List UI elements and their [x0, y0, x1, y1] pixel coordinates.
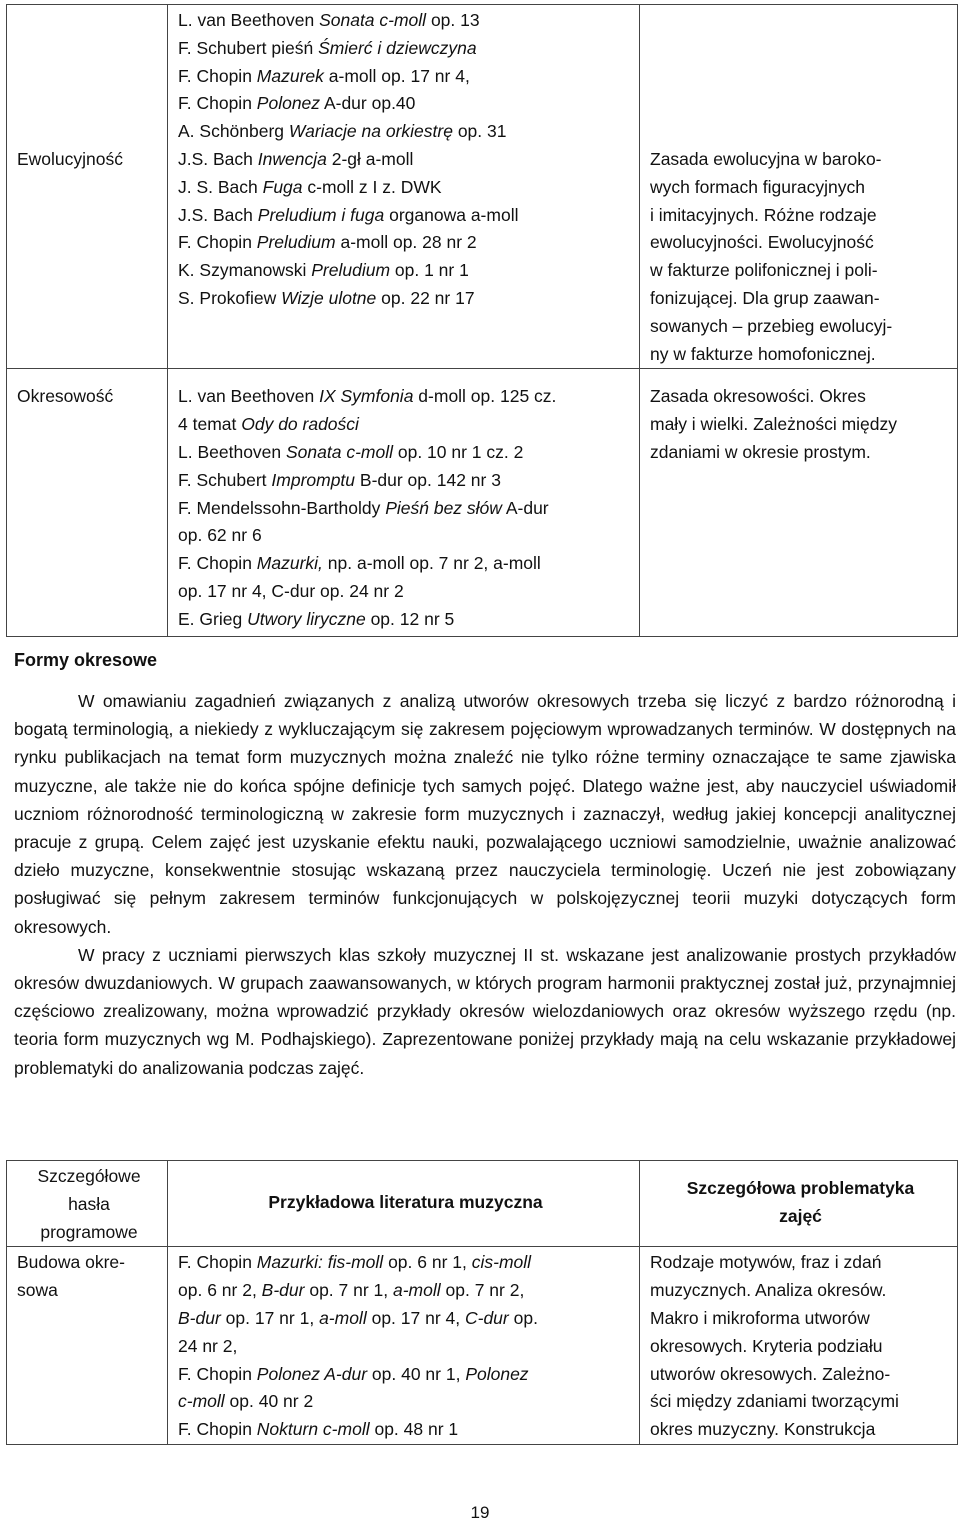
text-line	[17, 118, 161, 146]
text-run: 24 nr 2,	[178, 1335, 238, 1356]
text-line: ewolucyjności. Ewolucyjność	[650, 232, 874, 253]
text-run: F. Schubert pieśń	[178, 37, 319, 58]
program-term-cell	[7, 5, 167, 174]
text-run: 2-gł a-moll	[326, 148, 414, 169]
text-line	[17, 90, 161, 118]
text-line: ny w fakturze homofonicznej.	[650, 343, 876, 364]
italic-title: B-dur	[261, 1280, 305, 1301]
text-line	[178, 606, 633, 634]
italic-title: Polonez	[256, 93, 321, 114]
text-run: F. Chopin	[178, 1419, 257, 1440]
text-line: Zasada ewolucyjna w baroko-	[650, 148, 882, 169]
text-run: F. Chopin	[178, 1363, 257, 1384]
body-text	[14, 687, 956, 1082]
text-line	[178, 35, 633, 63]
italic-title: Polonez	[465, 1363, 529, 1384]
text-run: op. 13	[426, 10, 480, 30]
text-line	[178, 1277, 633, 1305]
text-line	[178, 63, 633, 91]
text-run: op. 40 nr 2	[224, 1391, 314, 1412]
text-run: F. Chopin	[178, 1252, 257, 1273]
text-line: w fakturze polifonicznej i poli-	[650, 260, 878, 281]
text-run: F. Schubert	[178, 469, 272, 490]
literature-cell	[168, 5, 639, 313]
text-line: Szczegółowa problematyka	[686, 1178, 915, 1198]
text-line: sowa	[17, 1280, 58, 1301]
text-line	[178, 467, 633, 495]
column-header-problems	[640, 1161, 957, 1231]
column-header-literature	[168, 1161, 639, 1217]
page-number: 19	[470, 1503, 490, 1522]
text-line: wych formach figuracyjnych	[650, 176, 865, 197]
text-run: F. Chopin	[178, 65, 257, 86]
text-run: op. 1 nr 1	[390, 260, 469, 281]
text-line: sowanych – przebieg ewolucyj-	[650, 315, 893, 336]
italic-title: a-moll	[319, 1307, 367, 1328]
text-line: Rodzaje motywów, fraz i zdań	[650, 1252, 882, 1273]
text-run: op. 10 nr 1 cz. 2	[393, 441, 524, 462]
italic-title: Nokturn c-moll	[256, 1419, 370, 1440]
section-heading: Formy okresowe	[14, 650, 158, 670]
text-line	[178, 1388, 633, 1416]
text-run: J. S. Bach	[178, 176, 263, 197]
text-line	[650, 118, 951, 146]
text-line	[17, 35, 161, 63]
italic-title: Preludium	[311, 260, 391, 281]
text-line	[178, 146, 633, 174]
text-line	[650, 90, 951, 118]
text-line: Przykładowa literatura muzyczna	[268, 1192, 543, 1212]
text-run: A-dur op.40	[320, 93, 416, 114]
text-run: E. Grieg	[178, 608, 248, 629]
italic-title: Wizje ulotne	[281, 287, 377, 308]
text-line: zajęć	[779, 1205, 822, 1226]
text-run: a-moll op. 17 nr 4,	[323, 65, 470, 86]
text-run: organowa a-moll	[384, 204, 519, 225]
table-forms-bottom	[6, 1160, 958, 1445]
text-line: utworów okresowych. Zależno-	[650, 1363, 891, 1384]
italic-title: C-dur	[464, 1307, 509, 1328]
italic-title: Impromptu	[271, 469, 356, 490]
text-run: A-dur	[501, 497, 549, 518]
program-term-cell	[7, 369, 167, 411]
italic-title: a-moll	[393, 1280, 441, 1301]
text-run: op. 6 nr 1,	[383, 1252, 472, 1273]
text-line	[178, 1305, 633, 1333]
problems-cell	[640, 5, 957, 368]
text-line	[17, 63, 161, 91]
text-line: i imitacyjnych. Różne rodzaje	[650, 204, 877, 225]
text-line	[178, 285, 633, 313]
table-header-row	[7, 1161, 958, 1247]
text-line: okresowych. Kryteria podziału	[650, 1335, 883, 1356]
text-line	[650, 63, 951, 91]
italic-title: Sonata c-moll	[319, 10, 427, 30]
text-line: mały i wielki. Zależności między	[650, 414, 898, 435]
italic-title: Mazurki,	[256, 553, 323, 574]
italic-title: Preludium i fuga	[257, 204, 385, 225]
italic-title: Wariacje na orkiestrę	[288, 121, 453, 142]
text-line: muzycznych. Analiza okresów.	[650, 1280, 887, 1301]
text-run: op. 7 nr 2,	[440, 1280, 525, 1301]
problems-cell	[640, 369, 957, 466]
table-forms-top	[6, 4, 958, 637]
text-line	[178, 383, 633, 411]
italic-title: Preludium	[256, 232, 336, 253]
italic-title: Fuga	[262, 176, 303, 197]
text-line	[178, 118, 633, 146]
italic-title: Inwencja	[257, 148, 327, 169]
column-header-program	[7, 1161, 167, 1246]
text-run: L. van Beethoven	[178, 10, 320, 30]
text-run: F. Mendelssohn-Bartholdy	[178, 497, 386, 518]
table-row	[7, 369, 958, 637]
italic-title: Ody do radości	[241, 414, 359, 435]
text-line	[178, 439, 633, 467]
text-run: 4 temat	[178, 414, 242, 435]
text-run: A. Schönberg	[178, 121, 289, 142]
text-run: a-moll op. 28 nr 2	[335, 232, 477, 253]
text-line: ści między zdaniami tworzącymi	[650, 1391, 899, 1412]
text-run: np. a-moll op. 7 nr 2, a-moll	[322, 553, 541, 574]
text-run: F. Chopin	[178, 93, 257, 114]
text-line	[178, 1416, 633, 1444]
text-line: hasła	[68, 1193, 110, 1214]
text-run: op. 7 nr 1,	[304, 1280, 393, 1301]
italic-title: B-dur	[178, 1307, 221, 1328]
text-line	[178, 257, 633, 285]
text-run: op.	[508, 1307, 538, 1328]
problems-cell	[640, 1247, 957, 1444]
text-line	[178, 202, 633, 230]
literature-cell	[168, 1247, 639, 1444]
text-line	[178, 7, 633, 35]
text-run: L. van Beethoven	[178, 386, 320, 407]
text-run: op. 62 nr 6	[178, 525, 262, 546]
italic-title: Pieśń bez słów	[385, 497, 502, 518]
text-line	[178, 411, 633, 439]
text-line	[178, 522, 633, 550]
text-run: F. Chopin	[178, 553, 257, 574]
text-line	[178, 1361, 633, 1389]
literature-cell	[168, 369, 639, 633]
text-line: Budowa okre-	[17, 1252, 125, 1273]
text-run: op. 17 nr 4, C-dur op. 24 nr 2	[178, 580, 404, 601]
text-run: op. 40 nr 1,	[367, 1363, 466, 1384]
italic-title: Utwory liryczne	[247, 608, 366, 629]
text-run: op. 22 nr 17	[376, 287, 475, 308]
text-line	[650, 7, 951, 35]
text-run: J.S. Bach	[178, 148, 258, 169]
text-line	[178, 174, 633, 202]
text-run: B-dur op. 142 nr 3	[355, 469, 501, 490]
paragraph: W omawianiu zagadnień związanych z analizą utworów okresowych trzeba się liczyć z bardzo różnorodną i bogatą terminologią, a niekiedy z wykluczającym się zakresem pojęciowym wprowadzanych terminów. W dostępnych na rynku publikacjach na temat form muzycznych można znaleźć nie tylko różne terminy oznaczające te same zjawiska muzyczne, ale także nie do końca spójne definicje tych samych pojęć. Dlatego ważne jest, aby nauczyciel uświadomił uczniom różnorodność terminologiczną w zakresie form muzycznych i zaznaczył, według jakiej koncepcji analitycznej pracuje z grupą. Celem zajęć jest uzyskanie efektu nauki, pozwalającego uczniowi samodzielnie, uważnie analizować dzieło muzyczne, konsekwentnie stosując wskazaną przez nauczyciela terminologię. Uczeń nie jest zobowiązany posługiwać się pełnym zakresem terminów funkcjonujących w polskojęzycznej teorii muzyki dotyczących form okresowych.	[14, 691, 956, 937]
text-line: zdaniami w okresie prostym.	[650, 441, 871, 462]
italic-title: Sonata c-moll	[286, 441, 393, 462]
paragraph: W pracy z uczniami pierwszych klas szkoły muzycznej II st. wskazane jest analizowanie prostych przykładów okresów dwuzdaniowych. W grupach zaawansowanych, w których program harmonii praktycznej został już, przynajmniej częściowo zrealizowany, można wprowadzić przykłady okresów wielozdaniowych oraz okresów wyższego rzędu (np. teoria form muzycznych wg M. Podhajskiego). Zaprezentowane poniżej przykłady mają na celu wskazanie przykładowej problematyki do analizowania podczas zajęć.	[14, 944, 956, 1078]
text-run: op. 17 nr 1,	[220, 1307, 320, 1328]
text-line: Szczegółowe	[37, 1166, 141, 1186]
text-run: op. 12 nr 5	[365, 608, 455, 629]
text-line: programowe	[40, 1221, 138, 1242]
text-run: op. 17 nr 4,	[366, 1307, 465, 1328]
table-row	[7, 1247, 958, 1445]
text-line	[178, 495, 633, 523]
text-line	[178, 578, 633, 606]
italic-title: Mazurek	[256, 65, 324, 86]
text-line: Okresowość	[17, 386, 114, 407]
text-line: fonizującej. Dla grup zaawan-	[650, 287, 880, 308]
italic-title: Polonez A-dur	[256, 1363, 368, 1384]
text-run: op. 6 nr 2,	[178, 1280, 262, 1301]
text-line: Makro i mikroforma utworów	[650, 1307, 870, 1328]
italic-title: IX Symfonia	[319, 386, 414, 407]
program-term-cell	[7, 1247, 167, 1305]
text-run: c-moll z I z. DWK	[302, 176, 442, 197]
text-run: F. Chopin	[178, 232, 257, 253]
text-line: Ewolucyjność	[17, 148, 124, 169]
italic-title: cis-moll	[471, 1252, 532, 1273]
text-line	[17, 7, 161, 35]
text-line: Zasada okresowości. Okres	[650, 386, 866, 407]
text-run: d-moll op. 125 cz.	[413, 386, 557, 407]
italic-title: c-moll	[178, 1391, 225, 1412]
text-run: op. 48 nr 1	[369, 1419, 459, 1440]
text-run: J.S. Bach	[178, 204, 258, 225]
text-line	[178, 1249, 633, 1277]
text-line	[178, 550, 633, 578]
italic-title: Mazurki: fis-moll	[256, 1252, 384, 1273]
text-line: okres muzyczny. Konstrukcja	[650, 1419, 876, 1440]
text-line	[178, 229, 633, 257]
italic-title: Śmierć i dziewczyna	[318, 37, 477, 58]
text-run: S. Prokofiew	[178, 287, 282, 308]
text-run: L. Beethoven	[178, 441, 286, 462]
text-run: K. Szymanowski	[178, 260, 312, 281]
text-line	[178, 1333, 633, 1361]
text-line	[650, 35, 951, 63]
text-run: op. 31	[452, 121, 507, 142]
table-row	[7, 5, 958, 369]
text-line	[178, 90, 633, 118]
